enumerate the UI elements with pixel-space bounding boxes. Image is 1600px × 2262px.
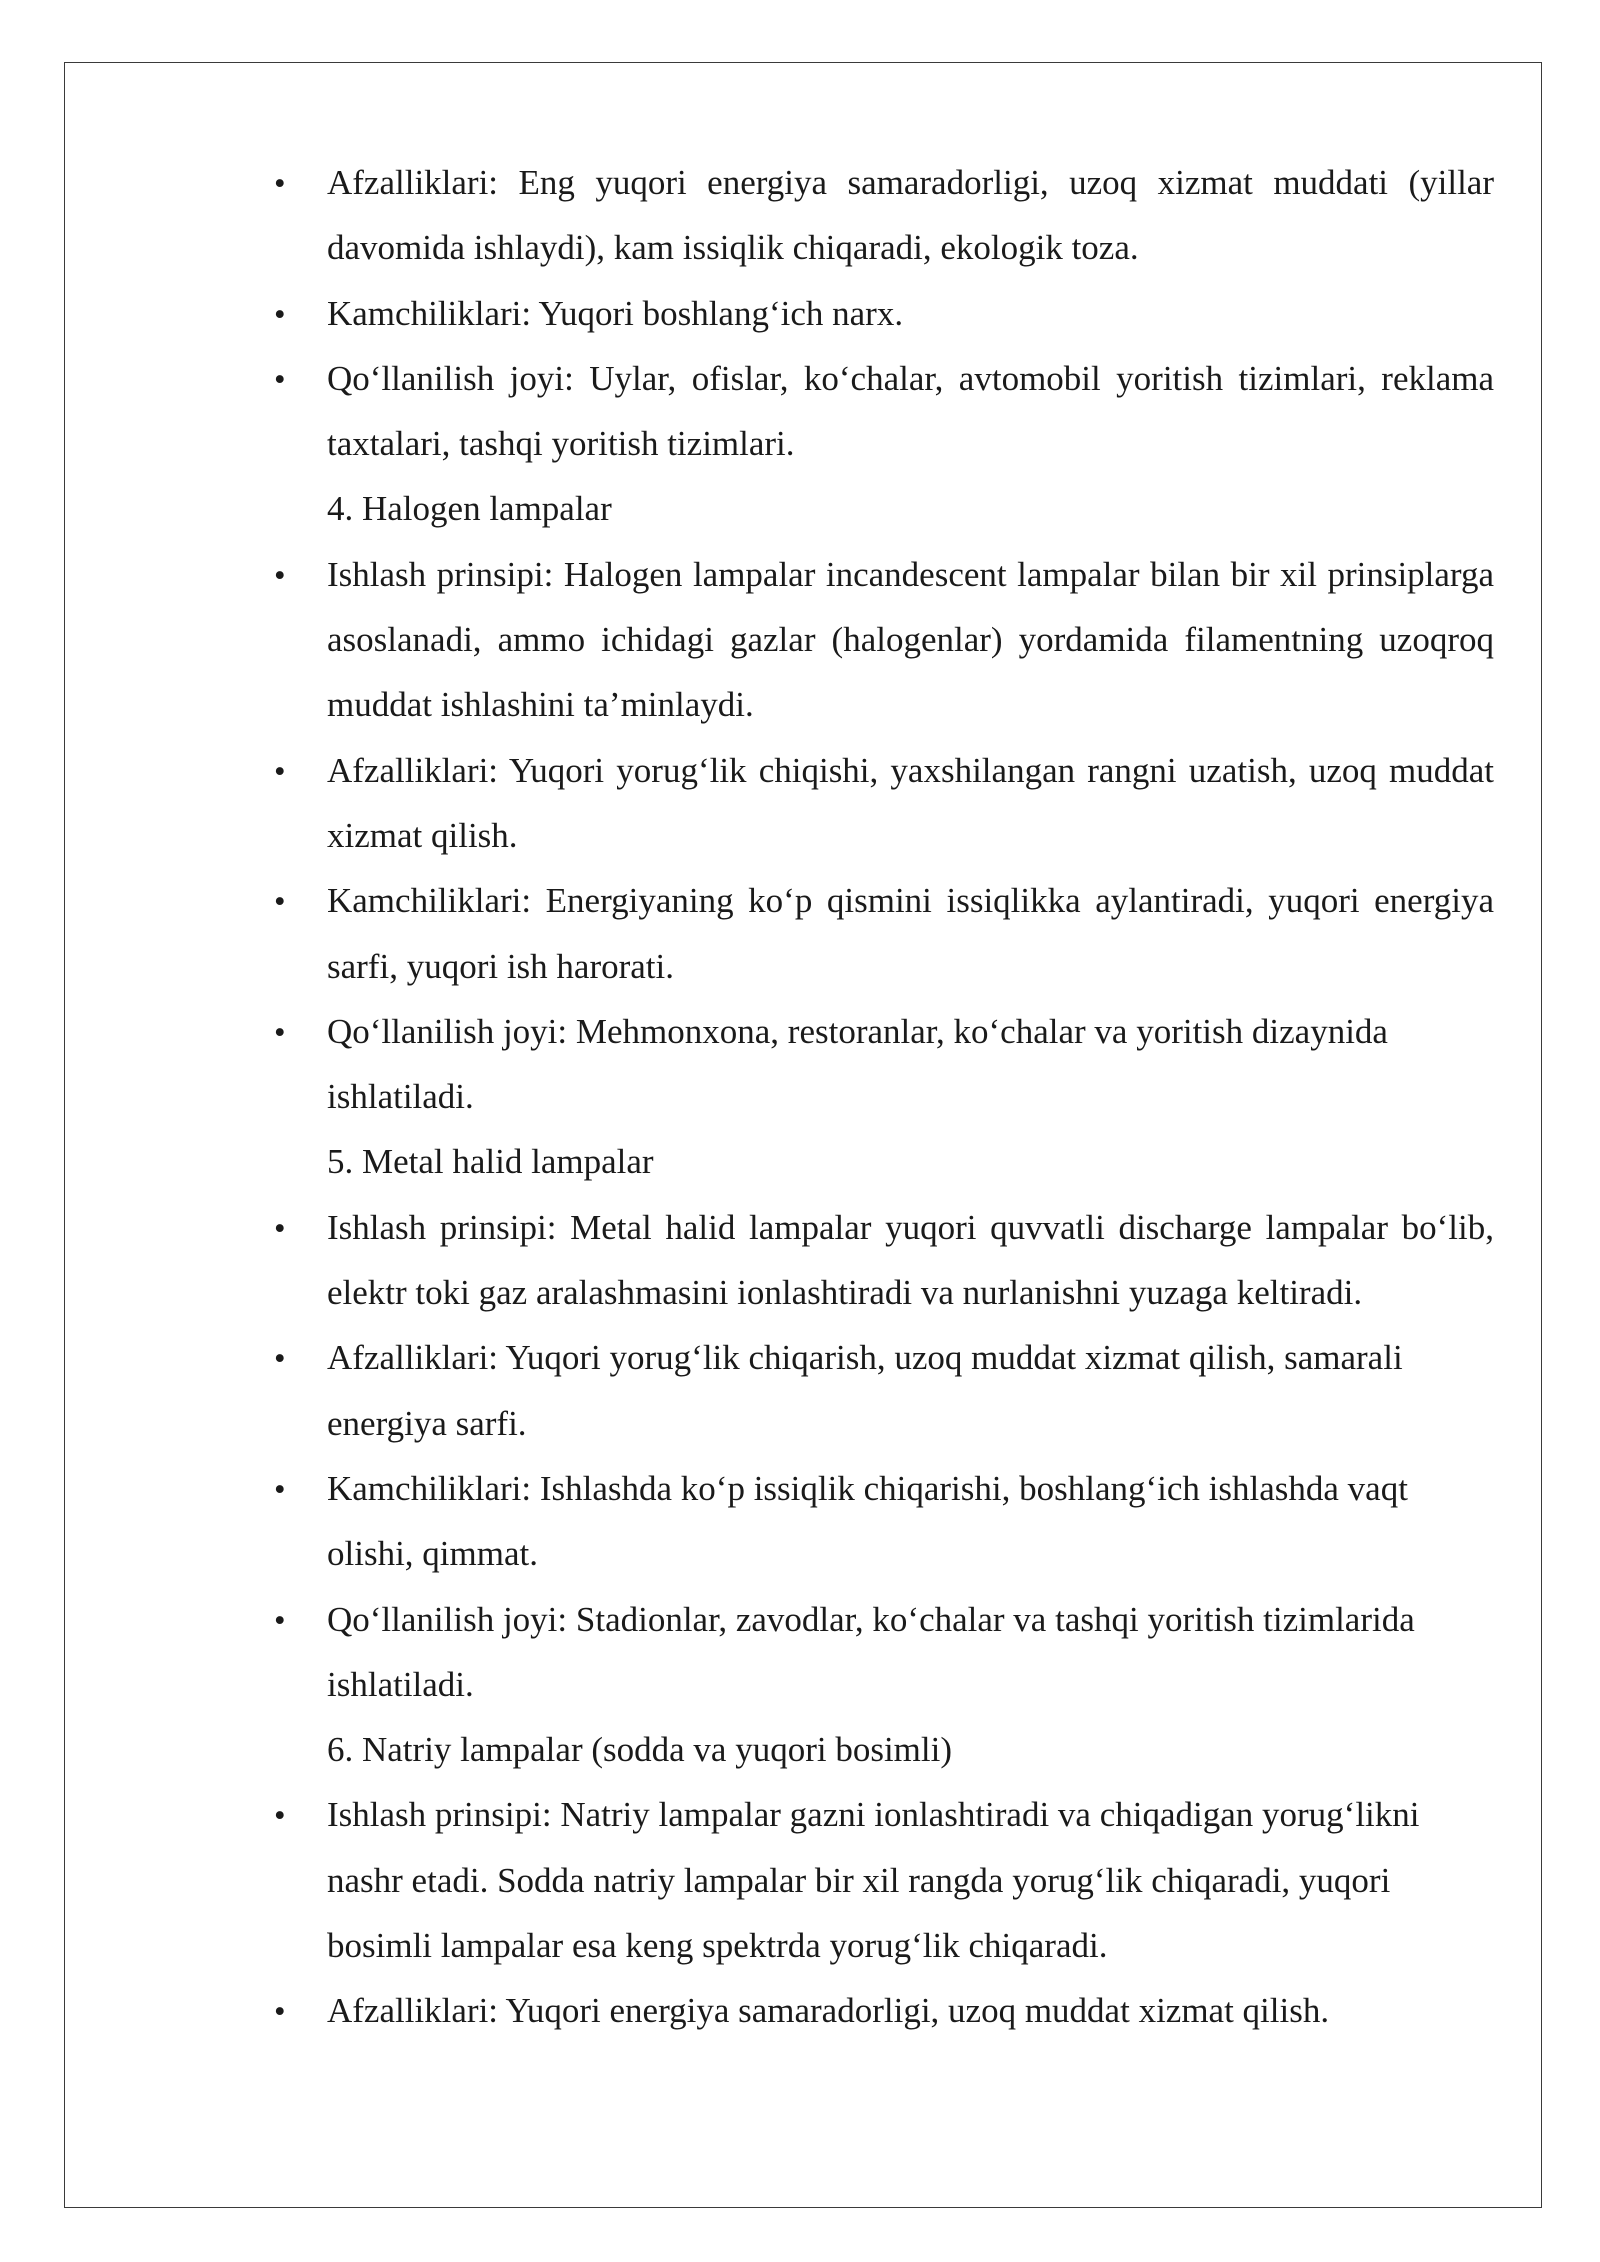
list-item-text: Afzalliklari: Yuqori yorug‘lik chiqarish, uzoq muddat xizmat qilish, samarali energiya sarfi.: [327, 1338, 1403, 1443]
list-item: [274, 1782, 1494, 1978]
bullet-icon: [274, 868, 314, 935]
bullet-icon: [274, 346, 314, 413]
bullet-icon: [274, 281, 314, 348]
list-item: [274, 1456, 1494, 1587]
list-item-text: Qo‘llanilish joyi: Stadionlar, zavodlar, ko‘chalar va tashqi yoritish tizimlarida ishlatiladi.: [327, 1599, 1415, 1704]
section-heading: 4. Halogen lampalar: [327, 489, 612, 529]
list-item-text: Kamchiliklari: Ishlashda ko‘p issiqlik chiqarishi, boshlang‘ich ishlashda vaqt olishi, qimmat.: [327, 1468, 1408, 1574]
list-item: [274, 346, 1494, 477]
document-body: [274, 150, 1494, 2044]
bullet-icon: [274, 738, 314, 805]
bullet-icon: [274, 150, 314, 217]
list-item-text: Afzalliklari: Yuqori energiya samaradorligi, uzoq muddat xizmat qilish.: [327, 1991, 1330, 2031]
list-item-text: Qo‘llanilish joyi: Mehmonxona, restoranlar, ko‘chalar va yoritish dizaynida ishlatiladi.: [327, 1011, 1388, 1117]
section-heading: 5. Metal halid lampalar: [327, 1142, 654, 1182]
list-item: [274, 281, 1494, 346]
section-heading: 6. Natriy lampalar (sodda va yuqori bosimli): [327, 1730, 952, 1770]
bullet-icon: [274, 542, 314, 609]
list-item-text: Kamchiliklari: Energiyaning ko‘p qismini issiqlikka aylantiradi, yuqori energiya sarfi, yuqori ish harorati.: [327, 881, 1494, 986]
bullet-icon: [274, 1456, 314, 1523]
bullet-icon: [274, 1325, 314, 1392]
list-item: [274, 738, 1494, 869]
list-item-text: Kamchiliklari: Yuqori boshlang‘ich narx.: [327, 293, 904, 333]
list-item: [274, 1978, 1494, 2043]
list-item-text: Ishlash prinsipi: Halogen lampalar incandescent lampalar bilan bir xil prinsiplarga asoslanadi, ammo ichidagi gazlar (halogenlar) yordamida filamentning uzoqroq muddat ishlashini ta’minlaydi.: [327, 554, 1494, 725]
bullet-icon: [274, 1978, 314, 2045]
list-item-text: Ishlash prinsipi: Metal halid lampalar yuqori quvvatli discharge lampalar bo‘lib, elektr toki gaz aralashmasini ionlashtiradi va nurlanishni yuzaga keltiradi.: [327, 1207, 1494, 1313]
list-item-text: Ishlash prinsipi: Natriy lampalar gazni ionlashtiradi va chiqadigan yorug‘likni nashr etadi. Sodda natriy lampalar bir xil rangda yorug‘lik chiqaradi, yuqori bosimli lampalar esa keng spektrda yorug‘lik chiqaradi.: [327, 1795, 1420, 1966]
bullet-icon: [274, 1587, 314, 1654]
list-item: [274, 868, 1494, 999]
list-item: [274, 999, 1494, 1130]
bullet-icon: [274, 1195, 314, 1262]
list-item-text: Afzalliklari: Yuqori yorug‘lik chiqishi, yaxshilangan rangni uzatish, uzoq muddat xizmat qilish.: [327, 750, 1494, 855]
list-item-text: Qo‘llanilish joyi: Uylar, ofislar, ko‘chalar, avtomobil yoritish tizimlari, reklama taxtalari, tashqi yoritish tizimlari.: [327, 358, 1494, 464]
bullet-icon: [274, 999, 314, 1066]
list-item-text: Afzalliklari: Eng yuqori energiya samaradorligi, uzoq xizmat muddati (yillar davomida ishlaydi), kam issiqlik chiqaradi, ekologik toza.: [327, 163, 1494, 268]
bullet-icon: [274, 1782, 314, 1849]
list-item: [274, 1325, 1494, 1456]
list-item: [274, 542, 1494, 738]
list-item: [274, 1195, 1494, 1326]
list-item: [274, 1587, 1494, 1718]
list-item: [274, 150, 1494, 281]
